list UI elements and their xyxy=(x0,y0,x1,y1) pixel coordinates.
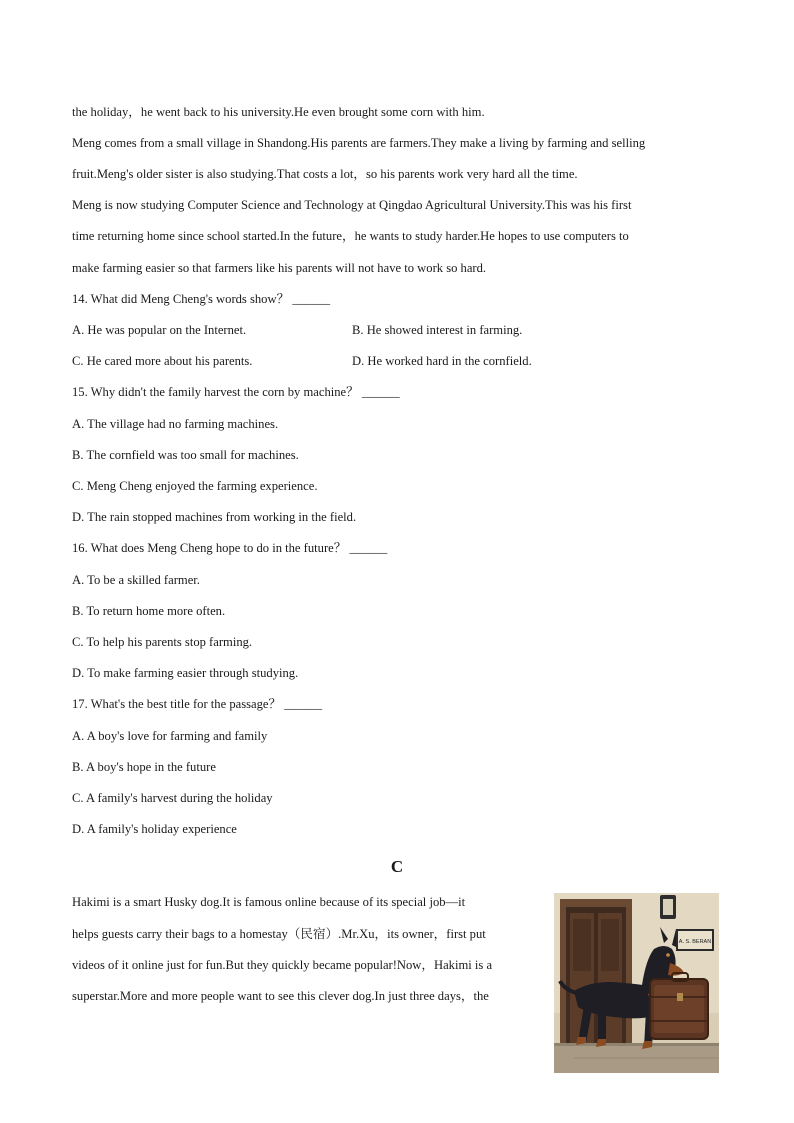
question-16-option-b: B. To return home more often. xyxy=(72,604,226,618)
question-15-option-a: A. The village had no farming machines. xyxy=(72,417,279,431)
question-17-option-a: A. A boy's love for farming and family xyxy=(72,729,268,743)
sign-label: A. S. BERAN xyxy=(678,939,712,945)
question-16-stem: 16. What does Meng Cheng hope to do in the future？ ______ xyxy=(72,541,388,555)
question-14-option-d: D. He worked hard in the cornfield. xyxy=(352,354,532,368)
question-17-option-d: D. A family's holiday experience xyxy=(72,822,237,836)
passage-b-line-6: make farming easier so that farmers like his parents will not have to work so hard. xyxy=(72,261,487,275)
question-14-option-c: C. He cared more about his parents. xyxy=(72,354,253,368)
passage-c-line-1: Hakimi is a smart Husky dog.It is famous online because of its special job—it xyxy=(72,895,466,909)
passage-b-line-2: Meng comes from a small village in Shandong.His parents are farmers.They make a living by farming and selling xyxy=(72,136,646,150)
passage-c-line-4: superstar.More and more people want to see this clever dog.In just three days，the xyxy=(72,989,489,1003)
question-15-option-b: B. The cornfield was too small for machines. xyxy=(72,448,299,462)
question-15-stem: 15. Why didn't the family harvest the corn by machine？ ______ xyxy=(72,385,400,399)
passage-b-line-1: the holiday，he went back to his university.He even brought some corn with him. xyxy=(72,105,485,119)
question-15-option-c: C. Meng Cheng enjoyed the farming experience. xyxy=(72,479,318,493)
passage-c-line-3: videos of it online just for fun.But they quickly became popular!Now，Hakimi is a xyxy=(72,958,493,972)
question-14-option-a: A. He was popular on the Internet. xyxy=(72,323,247,337)
question-16-option-a: A. To be a skilled farmer. xyxy=(72,573,200,587)
question-17-option-b: B. A boy's hope in the future xyxy=(72,760,216,774)
passage-b-line-5: time returning home since school started.In the future，he wants to study harder.He hopes to use computers to xyxy=(72,229,629,243)
section-c-heading: C xyxy=(390,857,404,876)
passage-b-line-4: Meng is now studying Computer Science and Technology at Qingdao Agricultural University.This was his first xyxy=(72,198,632,212)
question-17-option-c: C. A family's harvest during the holiday xyxy=(72,791,273,805)
question-14-stem: 14. What did Meng Cheng's words show？ ______ xyxy=(72,292,331,306)
passage-b-line-3: fruit.Meng's older sister is also studying.That costs a lot，so his parents work very hard all the time. xyxy=(72,167,578,181)
question-16-option-d: D. To make farming easier through studying. xyxy=(72,666,299,680)
passage-c-line-2: helps guests carry their bags to a homestay（民宿）.Mr.Xu，its owner，first put xyxy=(72,927,486,941)
question-16-option-c: C. To help his parents stop farming. xyxy=(72,635,253,649)
question-17-stem: 17. What's the best title for the passage？ ______ xyxy=(72,697,323,711)
question-14-option-b: B. He showed interest in farming. xyxy=(352,323,523,337)
dog-carrying-suitcase-illustration xyxy=(554,893,719,1073)
question-15-option-d: D. The rain stopped machines from working in the field. xyxy=(72,510,357,524)
